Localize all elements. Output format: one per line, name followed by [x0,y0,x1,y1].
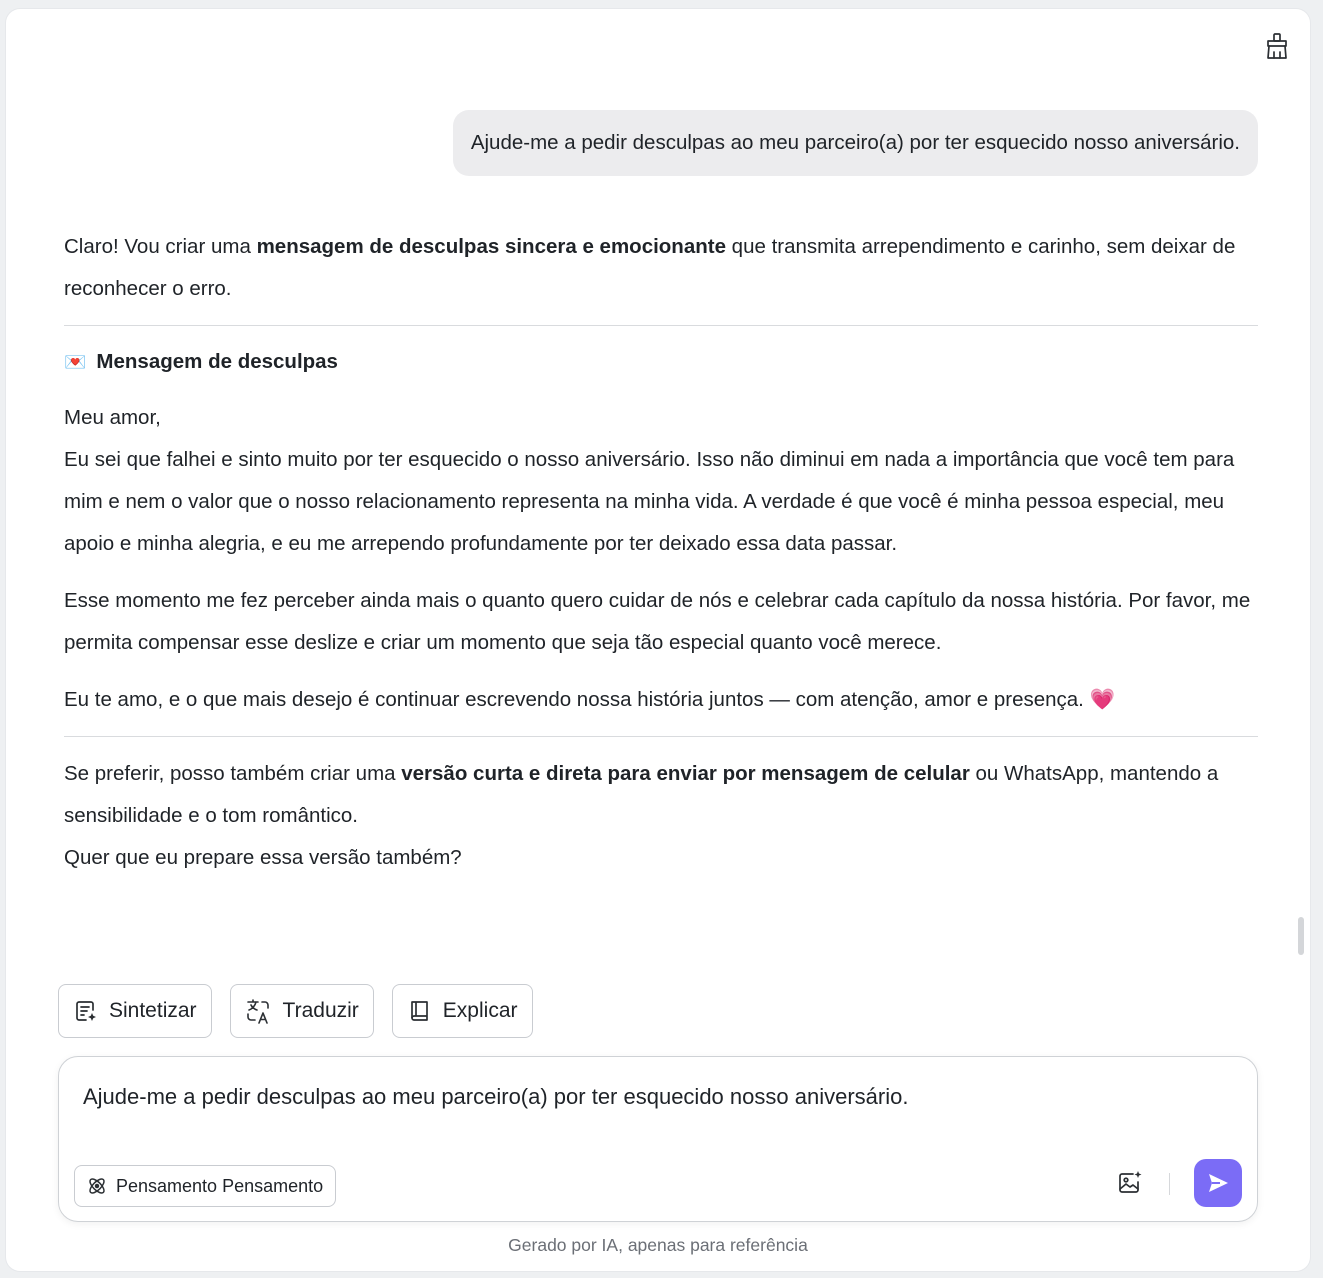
apology-paragraph-2: Esse momento me fez perceber ainda mais o quanto quero cuidar de nós e celebrar cada capítulo da nossa história. Por favor, me permita compensar esse deslize e criar um momento que seja tão especial quanto você merece. [64,589,1251,654]
translate-button[interactable]: Traduzir [230,984,374,1038]
answer-intro: Claro! Vou criar uma mensagem de desculpas sincera e emocionante que transmita arrependimento e carinho, sem deixar de reconhecer o erro. [64,235,1236,300]
apology-paragraph-3: Eu te amo, e o que mais desejo é continuar escrevendo nossa história juntos — com atenção, amor e presença. 💗 [64,688,1116,711]
send-icon [1206,1171,1230,1195]
message-input[interactable]: Ajude-me a pedir desculpas ao meu parceiro(a) por ter esquecido nosso aniversário. [83,1084,909,1109]
chat-window [6,9,1310,1271]
heart-icon: 💗 [1089,688,1116,711]
book-icon [407,998,433,1024]
scroll-fade [6,939,1296,979]
section-heading: 💌 Mensagem de desculpas [64,342,1258,382]
summarize-button[interactable]: Sintetizar [58,984,212,1038]
follow-up-question: Quer que eu prepare essa versão também? [64,846,462,869]
offer-text: Se preferir, posso também criar uma versão curta e direta para enviar por mensagem de celular ou WhatsApp, mantendo a sensibilidade e o tom romântico. [64,762,1219,827]
user-message-bubble: Ajude-me a pedir desculpas ao meu parceiro(a) por ter esquecido nosso aniversário. [453,110,1258,176]
summarize-icon [73,998,99,1024]
explain-button[interactable]: Explicar [392,984,533,1038]
atom-icon [86,1175,108,1197]
translate-icon [245,997,273,1025]
message-composer [58,1056,1258,1222]
love-letter-icon: 💌 [64,352,87,372]
divider [64,736,1258,737]
salutation: Meu amor, [64,406,161,429]
image-ai-icon [1116,1169,1144,1197]
ai-disclaimer: Gerado por IA, apenas para referência [508,1235,808,1255]
apology-paragraph-1: Eu sei que falhei e sinto muito por ter esquecido o nosso aniversário. Isso não diminui em nada a importância que você tem para mim e nem o valor que o nosso relacionamento representa na minha vida. A verdade é que você é minha pessoa especial, meu apoio e minha alegria, e eu me arrependo profundamente por ter deixado essa data passar. [64,448,1235,555]
assistant-answer [64,226,1258,879]
send-button[interactable] [1194,1159,1242,1207]
broom-icon [1264,32,1290,60]
thinking-mode-button[interactable]: Pensamento Pensamento [74,1165,336,1207]
composer-separator [1169,1173,1170,1195]
clear-conversation-button[interactable] [1262,31,1292,61]
divider [64,325,1258,326]
scrollbar-thumb[interactable] [1298,917,1304,955]
image-generate-button[interactable] [1114,1167,1146,1199]
quick-actions [58,984,533,1038]
